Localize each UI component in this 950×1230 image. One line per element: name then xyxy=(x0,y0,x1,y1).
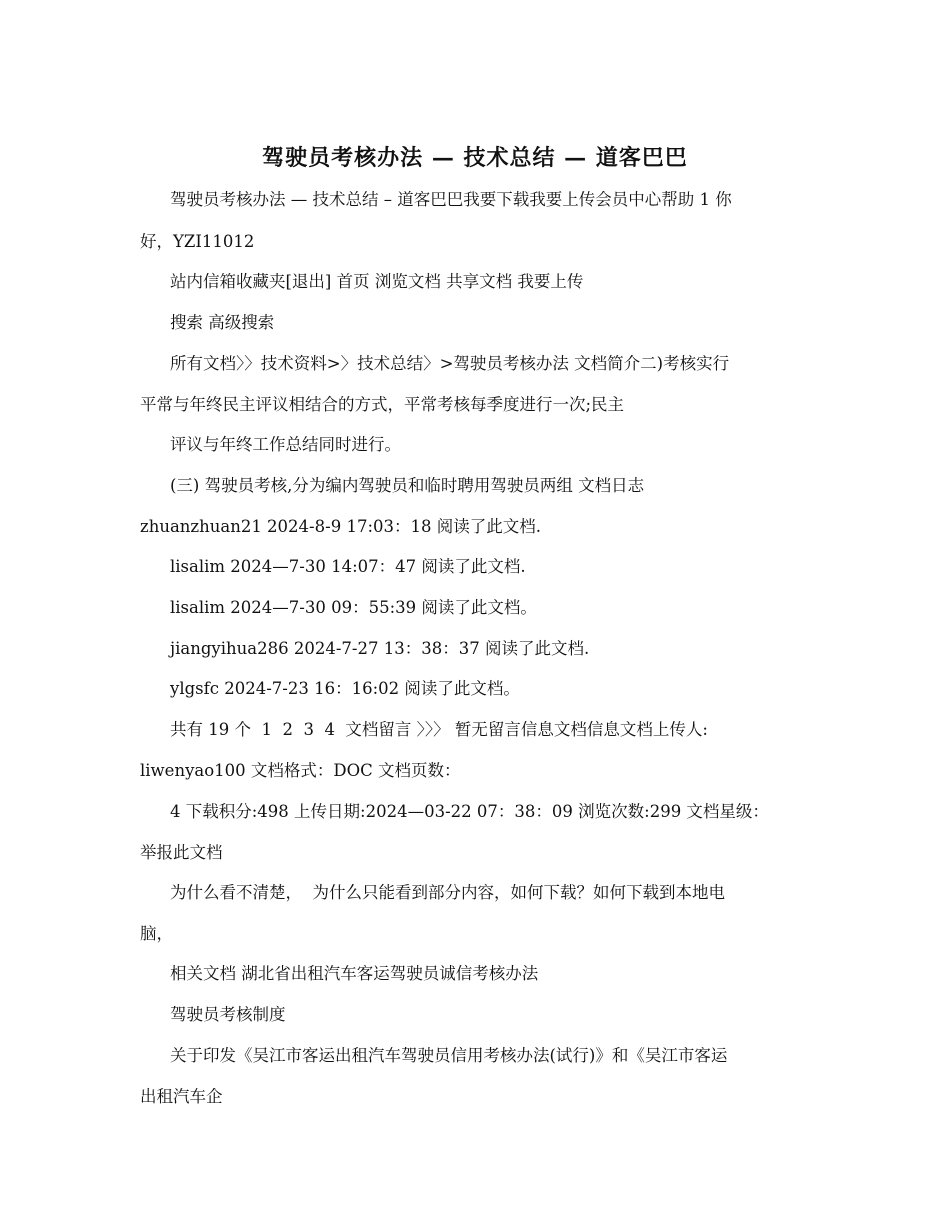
paragraph-line: 平常与年终民主评议相结合的方式，平常考核每季度进行一次;民主 xyxy=(140,395,625,414)
log-entry: zhuanzhuan21 2024-8-9 17:03：18 阅读了此文档. xyxy=(140,517,541,536)
log-entry: lisalim 2024—7-30 14:07：47 阅读了此文档. xyxy=(170,557,526,576)
paragraph-line: 脑， xyxy=(140,924,173,943)
paragraph-line: 出租汽车企 xyxy=(140,1087,223,1106)
paragraph-line: 为什么看不清楚， 为什么只能看到部分内容，如何下载？如何下载到本地电 xyxy=(170,883,725,902)
paragraph-line: 驾驶员考核办法 — 技术总结 – 道客巴巴我要下载我要上传会员中心帮助 1 你 xyxy=(170,190,732,209)
paragraph-line: 所有文档〉〉技术资料>〉技术总结〉>驾驶员考核办法 文档简介二)考核实行 xyxy=(170,354,730,373)
paragraph-line: liwenyao100 文档格式：DOC 文档页数： xyxy=(140,761,461,780)
paragraph-line: 4 下载积分:498 上传日期:2024—03-22 07：38：09 浏览次数:299 文档星级： xyxy=(170,802,769,821)
paragraph-line: (三) 驾驶员考核,分为编内驾驶员和临时聘用驾驶员两组 文档日志 xyxy=(170,476,645,495)
paragraph-line: 相关文档 湖北省出租汽车客运驾驶员诚信考核办法 xyxy=(170,964,539,983)
paragraph-line: 关于印发《吴江市客运出租汽车驾驶员信用考核办法(试行)》和《吴江市客运 xyxy=(170,1046,728,1065)
paragraph-line: 举报此文档 xyxy=(140,843,223,862)
log-entry: ylgsfc 2024-7-23 16：16:02 阅读了此文档。 xyxy=(170,679,520,698)
paragraph-line: 站内信箱收藏夹[退出] 首页 浏览文档 共享文档 我要上传 xyxy=(170,272,584,291)
log-entry: lisalim 2024—7-30 09：55:39 阅读了此文档。 xyxy=(170,598,537,617)
log-entry: jiangyihua286 2024-7-27 13：38：37 阅读了此文档. xyxy=(170,639,590,658)
page-title: 驾驶员考核办法 — 技术总结 — 道客巴巴 xyxy=(262,145,688,171)
paragraph-line: 搜索 高级搜索 xyxy=(170,313,275,332)
paragraph-line: 评议与年终工作总结同时进行。 xyxy=(170,435,401,454)
paragraph-line: 共有 19 个 1 2 3 4 文档留言 〉〉〉 暂无留言信息文档信息文档上传人: xyxy=(170,720,708,739)
paragraph-line: 驾驶员考核制度 xyxy=(170,1005,286,1024)
paragraph-line: 好，YZI11012 xyxy=(140,232,255,251)
